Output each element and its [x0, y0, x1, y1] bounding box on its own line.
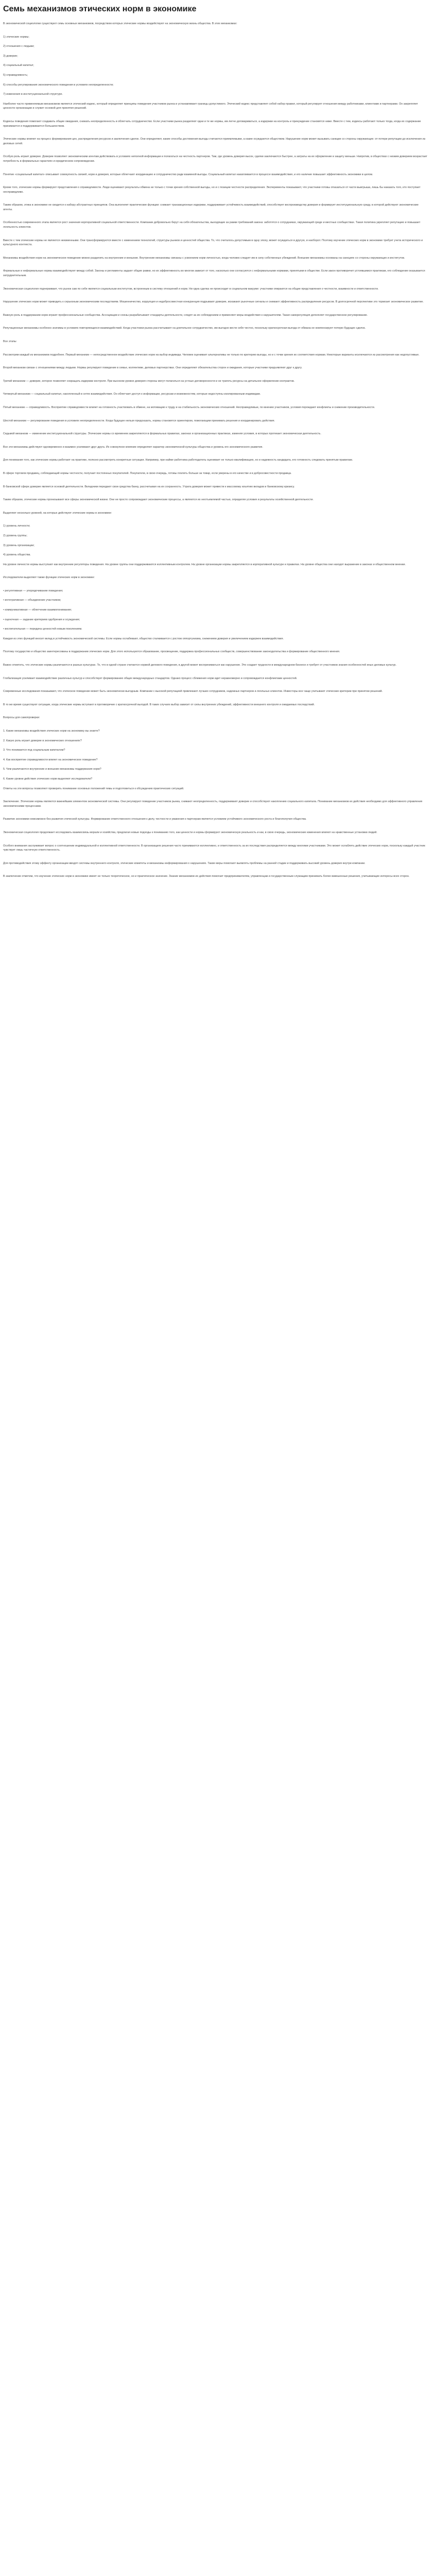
list-item: 3) доверие;	[3, 54, 18, 58]
list-item: 4. Как восприятие справедливости влияет на экономическое поведение?	[3, 758, 98, 761]
paragraph: Механизмы воздействия норм на экономическое поведение можно разделить на внутренние и внешние. Внутренние механизмы связаны с усвоением норм личностью, когда человек следует им в силу собственных убеждений. Внешние механизмы основаны на санкциях со стороны окружающих и институтов.	[3, 256, 405, 260]
paragraph: Каждая из этих функций вносит вклад в устойчивость экономической системы. Если нормы ослабевают, общество сталкивается с ростом оппортунизма, снижением доверия и увеличением издержек взаимодействия.	[3, 637, 284, 640]
paragraph: Ответы на эти вопросы позволяют проверить понимание основных положений темы и подготовиться к обсуждению практических ситуаций.	[3, 787, 184, 790]
paragraph: В сфере торговли продавец, соблюдающий нормы честности, получает постоянных покупателей. Покупатели, в свою очередь, готовы платить больше за товар, если уверены в его качестве и в добросовестности продавца.	[3, 471, 292, 475]
list-item: • коммуникативная — облегчение взаимопонимания;	[3, 608, 72, 612]
paragraph: Выделяют несколько уровней, на которых действуют этические нормы в экономике:	[3, 511, 112, 515]
list-item: 2) уровень группы;	[3, 534, 27, 537]
paragraph: Все этапы	[3, 340, 16, 343]
paragraph: Третий механизм — доверие, которое позволяет сокращать издержки контроля. При высоком уровне доверия стороны могут полагаться на устные договоренности и не тратить ресурсы на детальное оформление контрактов.	[3, 379, 295, 383]
list-item: 5) справедливость;	[3, 73, 28, 77]
list-item: • регулятивная — упорядочивание поведения;	[3, 589, 63, 592]
list-item: 1) этические нормы;	[3, 35, 29, 39]
paragraph: Вместе с тем этические нормы не являются неизменными. Они трансформируются вместе с изменением технологий, структуры рынков и ценностей общества. То, что считалось допустимым в одну эпоху, может осуждаться в другую, и наоборот. Поэтому изучение этических норм в экономике требует учета исторического и культурного контекста.	[3, 239, 423, 247]
paragraph: Важную роль в поддержании норм играют профессиональные сообщества. Ассоциации и союзы разрабатывают стандарты деятельности, следят за их соблюдением и применяют меры воздействия к нарушителям. Такая саморегуляция дополняет государственное регулирование.	[3, 313, 368, 317]
paragraph: Кроме того, этические нормы формируют представления о справедливости. Люди оценивают результаты обмена не только с точки зрения собственной выгоды, но и с позиции честности распределения. Эксперименты показывают, что участники готовы отказаться от части выигрыша, лишь бы наказать того, кто поступает несправедливо.	[3, 186, 421, 194]
paragraph: Для противодействия этому эффекту организации вводят системы внутреннего контроля, этические комитеты и механизмы информирования о нарушениях. Такие меры помогают выявлять проблемы на ранней стадии и поддерживать высокий уровень доверия внутри компании.	[3, 861, 365, 865]
paragraph: Экономическая социология продолжает исследовать взаимосвязь морали и хозяйства, предлагая новые подходы к пониманию того, как ценности и нормы формируют экономическую реальность и как, в свою очередь, экономические изменения влияют на нравственные установки людей.	[3, 831, 377, 834]
paragraph: Шестой механизм — регулирование поведения в условиях неопределенности. Когда будущее нельзя предсказать, нормы становятся ориентиром, помогающим принимать решения и координировать действия.	[3, 419, 275, 422]
list-item: 1) уровень личности;	[3, 524, 30, 528]
paragraph: Наиболее часто применяемым механизмом является этический кодекс, который определяет принципы поведения участников рынка и устанавливает границы допустимого. Этический кодекс представляет собой набор правил, который регулирует отношения между работниками, клиентами и партнерами. Он закрепляет ценности организации и служит основой для принятия решений.	[3, 102, 418, 110]
paragraph: Заключение. Этические нормы являются важнейшим элементом экономической системы. Они регулируют поведение участников рынка, снижают неопределенность, поддерживают доверие и способствуют накоплению социального капитала. Понимание механизмов их действия необходимо для эффективного управления экономическими процессами.	[3, 800, 423, 808]
paragraph: В банковской сфере доверие является основой деятельности. Вкладчики передают свои средства банку, рассчитывая на их сохранность. Утрата доверия может привести к массовому изъятию вкладов и банковскому кризису.	[3, 485, 295, 488]
paragraph: Пятый механизм — справедливость. Восприятие справедливости влияет на готовность участвовать в обмене, на мотивацию к труду и на стабильность экономических отношений. Несправедливые, по мнению участников, условия порождают конфликты и снижение производительности.	[3, 405, 375, 409]
paragraph: В экономической социологии существуют семь основных механизмов, посредством которых этические нормы воздействуют на экономическую жизнь общества. В этих механизмах:	[3, 22, 237, 25]
paragraph: Особенностью современного этапа является рост значения корпоративной социальной ответственности. Компании добровольно берут на себя обязательства, выходящие за рамки требований закона: заботятся о сотрудниках, окружающей среде и местных сообществах. Такая политика укрепляет репутацию и повышает лояльность клиентов.	[3, 221, 421, 229]
list-item: 6) способы регулирования экономического поведения в условиях неопределенности;	[3, 83, 114, 87]
paragraph: Нарушение этических норм может приводить к серьезным экономическим последствиям. Мошенничество, коррупция и недобросовестная конкуренция подрывают доверие, искажают рыночные сигналы и снижают эффективность распределения ресурсов. В долгосрочной перспективе это тормозит экономическое развитие.	[3, 300, 424, 304]
paragraph: Этические нормы влияют на процесс формирования цен, распределения ресурсов и заключения сделок. Они определяют, какие способы достижения выгоды считаются приемлемыми, а какие осуждаются обществом. Нарушение норм может вызывать санкции со стороны окружающих: от потери репутации до исключения из деловых сетей.	[3, 138, 426, 145]
paragraph: Развитие экономики невозможно без развития этической культуры. Формирование ответственного отношения к делу, честности и уважения к партнерам является условием устойчивого экономического роста и благополучия общества.	[3, 818, 307, 821]
list-item: 4) уровень общества.	[3, 553, 31, 557]
article-body	[3, 22, 429, 879]
paragraph: Исследователи выделяют также функции этических норм в экономике:	[3, 576, 95, 580]
paragraph: Формальные и неформальные нормы взаимодействуют между собой. Законы и регламенты задают общие рамки, но их эффективность во многом зависит от того, насколько они согласуются с неформальными нормами, принятыми в обществе. Если закон противоречит устоявшимся практикам, его соблюдение оказывается затруднительным.	[3, 269, 425, 278]
paragraph: Четвертый механизм — социальный капитал, накопленный в сетях взаимодействия. Он облегчает доступ к информации, ресурсам и возможностям, которые недоступны изолированным индивидам.	[3, 393, 261, 396]
paragraph: Таким образом, этика в экономике не сводится к набору абстрактных принципов. Она выполняет практические функции: снижает транзакционные издержки, поддерживает устойчивость взаимодействий, способствует воспроизводству доверия и формирует институциональную среду, в которой действуют экономические агенты.	[3, 204, 418, 211]
paragraph: Второй механизм связан с отношениями между людьми. Нормы регулируют поведение в семье, коллективе, деловых партнерствах. Они определяют обязательства сторон и ожидания, которые участники предъявляют друг к другу.	[3, 366, 302, 370]
paragraph: Глобализация усиливает взаимодействие различных культур и способствует формированию общих международных стандартов. Однако процесс сближения норм идет неравномерно и сопровождается конфликтами ценностей.	[3, 676, 298, 680]
paragraph: Экономическая социология подчеркивает, что рынок сам по себе является социальным институтом, встроенным в систему отношений и норм. Ни одна сделка не происходит в социальном вакууме: участники опираются на общие представления о честности, взаимности и ответственности.	[3, 287, 379, 291]
list-item: 3) уровень организации;	[3, 544, 34, 547]
paragraph: Современные исследования показывают, что этическое поведение может быть экономически выгодным. Компании с высокой репутацией привлекают лучших сотрудников, надежных партнеров и лояльных клиентов. Инвесторы все чаще учитывают этические критерии при принятии решений.	[3, 690, 383, 693]
list-item: 1. Какие механизмы воздействия этических норм на экономику вы знаете?	[3, 730, 100, 733]
paragraph: Важно отметить, что этические нормы различаются в разных культурах. То, что в одной стране считается нормой делового поведения, в другой может восприниматься как нарушение. Это создает трудности в международном бизнесе и требует от участников знания особенностей иных деловых культур.	[3, 664, 397, 667]
paragraph: Кодексы поведения помогают создавать общие ожидания, снижать неопределенность и облегчать сотрудничество. Если участники рынка разделяют одни и те же нормы, им легче договариваться, а издержки на контроль и принуждение становятся ниже. Вместе с тем, кодексы работают только тогда, когда их содержание принимается и поддерживается большинством.	[3, 120, 421, 128]
paragraph: Рассмотрим каждый из механизмов подробнее. Первый механизм — непосредственное воздействие этических норм на выбор индивида. Человек оценивает альтернативы не только по критерию выгоды, но и с точки зрения их соответствия нормам. Некоторые варианты исключаются из рассмотрения как недопустимые.	[3, 353, 420, 357]
paragraph: Особую роль играет доверие. Доверие позволяет экономическим агентам действовать в условиях неполной информации и полагаться на честность партнеров. Там, где уровень доверия высок, сделки заключаются быстрее, а затраты на их оформление и защиту меньше. Напротив, в обществах с низким доверием возрастает потребность в формальных гарантиях и юридическом сопровождении.	[3, 155, 428, 163]
paragraph: Для понимания того, как этические нормы работают на практике, полезно рассмотреть конкретные ситуации. Например, при найме работника работодатель оценивает не только квалификацию, но и надежность кандидата, его готовность следовать принятым правилам.	[3, 459, 353, 462]
list-item: 7) изменения в институциональной структуре.	[3, 93, 63, 96]
paragraph: Понятие «социальный капитал» описывает совокупность связей, норм и доверия, которые облегчают координацию и сотрудничество ради взаимной выгоды. Социальный капитал накапливается в процессе взаимодействия, и его наличие повышает эффективность экономики в целом.	[3, 173, 373, 176]
article-title: Семь механизмов этических норм в экономике	[3, 5, 197, 13]
paragraph: Седьмой механизм — изменение институциональной структуры. Этические нормы со временем закрепляются в формальных правилах, законах и организационных практиках, изменяя условия, в которых протекает экономическая деятельность.	[3, 432, 321, 436]
list-item: 2. Какую роль играет доверие в экономических отношениях?	[3, 739, 82, 742]
paragraph: Таким образом, этические нормы пронизывают все сферы экономической жизни. Они не просто сопровождают экономические процессы, а являются их неотъемлемой частью, определяя условия и результаты хозяйственной деятельности.	[3, 498, 314, 502]
list-item: 3. Что понимается под социальным капиталом?	[3, 749, 65, 752]
paragraph: Поэтому государство и общество заинтересованы в поддержании этических норм. Для этого используются образование, просвещение, поддержка профессиональных сообществ, совершенствование законодательства и формирование общественного мнения.	[3, 650, 340, 654]
list-item: 5. Чем различаются внутренние и внешние механизмы поддержания норм?	[3, 768, 101, 771]
list-item: • оценочная — задание критериев одобрения и осуждения;	[3, 618, 80, 621]
paragraph: В заключение отметим, что изучение этических норм в экономике имеет не только теоретическое, но и практическое значение. Знание механизмов их действия помогает предпринимателям, управленцам и государственным служащим принимать более взвешенные решения, учитывающие интересы всех сторон.	[3, 875, 410, 878]
paragraph: Особого внимания заслуживает вопрос о соотношении индивидуальной и коллективной ответственности. В организациях решения часто принимаются коллективно, и ответственность за их последствия распределяется между многими участниками. Это может ослаблять действие этических норм, поскольку каждый участник чувствует лишь частичную ответственность.	[3, 844, 425, 852]
list-item: 6. Какие уровни действия этических норм выделяют исследователи?	[3, 777, 93, 781]
list-item: • интегративная — объединение участников;	[3, 599, 61, 602]
paragraph: В то же время существуют ситуации, когда этические нормы вступают в противоречие с краткосрочной выгодой. В таких случаях выбор зависит от силы внутренних убеждений, эффективности внешнего контроля и ожидаемых последствий.	[3, 703, 315, 706]
paragraph: Репутационные механизмы особенно значимы в условиях повторяющихся взаимодействий. Когда участники рынка рассчитывают на длительное сотрудничество, им выгодно вести себя честно, поскольку краткосрочная выгода от обмана не компенсирует потерю будущих сделок.	[3, 327, 366, 330]
paragraph: На уровне личности нормы выступают как внутренние регуляторы поведения. На уровне группы они поддерживаются коллективным контролем. На уровне организации нормы закрепляются в корпоративной культуре и правилах. На уровне общества они находят выражение в законах и общественном мнении.	[3, 563, 406, 566]
list-item: 2) отношения с людьми;	[3, 45, 34, 48]
list-item: 4) социальный капитал;	[3, 64, 34, 67]
list-item: • воспитательная — передача ценностей новым поколениям.	[3, 628, 82, 631]
paragraph: Все эти механизмы действуют одновременно и взаимно усиливают друг друга. Их совокупное влияние определяет характер экономической культуры общества и уровень его экономического развития.	[3, 445, 263, 449]
paragraph: Вопросы для самопроверки:	[3, 716, 40, 720]
